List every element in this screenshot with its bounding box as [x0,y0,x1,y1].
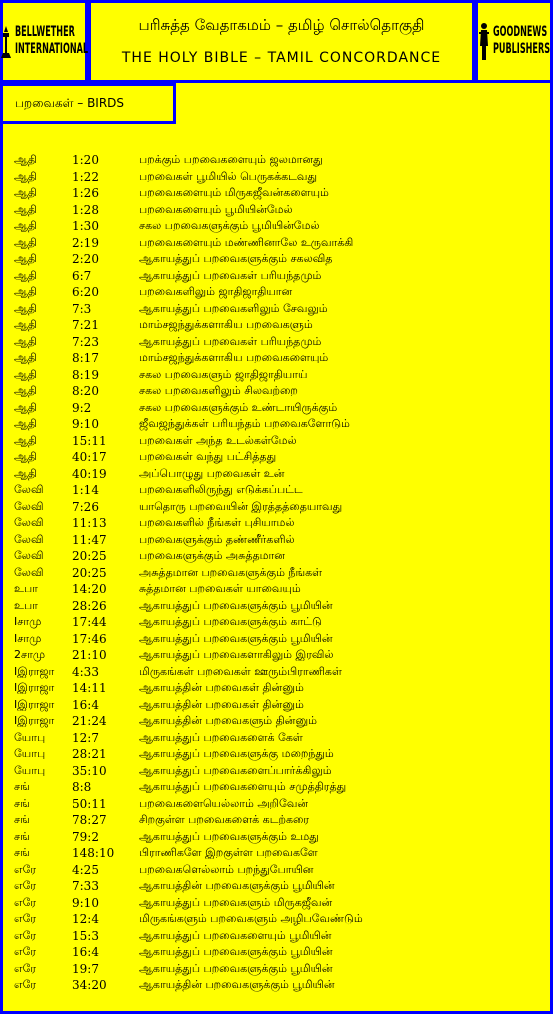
book-name: ஆதி [14,202,37,216]
concordance-row [14,383,544,400]
concordance-row [14,218,544,235]
book-name: லேவி [14,516,44,529]
verse-reference: 148:10 [72,846,115,860]
verse-reference: 21:24 [72,714,107,728]
title-banner [88,0,475,83]
verse-reference: 78:27 [72,813,107,827]
book-name: ஆதி [14,334,37,348]
concordance-row [14,845,544,862]
section-heading-box [0,83,176,124]
verse-snippet: பறவைகளில் நீங்கள் புசியாமல் [139,516,295,529]
verse-reference: 17:46 [72,631,107,646]
verse-reference: 8:19 [72,367,99,382]
book-name: எரே [14,895,37,909]
verse-snippet: ஆகாயத்துப் பறவைகளைப்பார்க்கிலும் [139,763,332,777]
book-name: ஆதி [14,235,37,249]
concordance-row [14,317,544,334]
book-name: உபா [14,582,38,595]
book-name: யோபு [14,730,46,744]
book-name: ஆதி [14,318,37,331]
book-name: யோபு [14,747,46,760]
book-name: எரே [14,879,37,892]
verse-snippet: ஆகாயத்துப் பறவைகளுக்கும் பூமியின் [139,598,333,612]
verse-reference: 15:3 [72,928,99,943]
concordance-row [14,680,544,697]
book-name: Iஇராஜா [14,714,55,727]
verse-snippet: ஆகாயத்துப் பறவைகளையும் சமுத்திரத்து [139,780,347,793]
book-name: லேவி [14,532,44,546]
verse-snippet: பறவைகளுக்கும் அசுத்தமான [139,549,285,562]
verse-snippet: ஆகாயத்தின் பறவைகள் தின்னும் [139,697,304,711]
book-name: லேவி [14,565,44,579]
book-name: ஆதி [14,186,37,199]
book-name: எரே [14,945,37,958]
verse-snippet: சுத்தமான பறவைகள் யாவையும் [139,582,301,595]
verse-snippet: அசுத்தமான பறவைகளுக்கும் நீங்கள் [139,565,323,579]
concordance-row [14,713,544,730]
concordance-row [14,235,544,252]
verse-snippet: ஆகாயத்துப் பறவைகளாகிலும் இரவில் [139,648,334,661]
book-name: உபா [14,598,38,612]
verse-snippet: பிராணிகளே இறகுள்ள பறவைகளே [139,846,318,859]
concordance-row [14,812,544,829]
verse-snippet: பறவைகளையும் பூமியின்மேல் [139,202,293,216]
concordance-row [14,928,544,945]
concordance-row [14,466,544,483]
book-name: Iசாமு [14,615,42,628]
title-english: THE HOLY BIBLE – TAMIL CONCORDANCE [121,50,442,66]
verse-reference: 1:28 [72,202,99,217]
verse-snippet: பறவைகளையும் மிருகஜீவன்களையும் [139,186,329,199]
verse-snippet: சகல பறவைகளுக்கும் பூமியின்மேல் [139,219,320,232]
book-name: யோபு [14,763,46,777]
book-name: ஆதி [14,301,37,315]
verse-reference: 40:17 [72,450,107,464]
verse-snippet: சிறகுள்ள பறவைகளைக் கடற்கரை [139,813,310,826]
concordance-row [14,251,544,268]
verse-snippet: பறவைகளையெல்லாம் அறிவேன் [139,796,309,810]
concordance-row [14,433,544,450]
verse-reference: 15:11 [72,433,107,448]
verse-snippet: ஆகாயத்துப் பறவைகளுக்கும் பூமியின் [139,961,333,975]
verse-snippet: ஆகாயத்துப் பறவைகளைக் கேள் [139,730,303,744]
verse-reference: 7:33 [72,879,99,893]
concordance-row [14,350,544,367]
verse-reference: 7:3 [72,301,92,316]
book-name: சங் [14,829,30,843]
verse-reference: 8:17 [72,351,99,365]
book-name: லேவி [14,499,44,513]
concordance-row [14,185,544,202]
verse-reference: 11:13 [72,516,107,530]
concordance-row [14,895,544,912]
title-tamil: பரிசுத்த வேதாகமம் – தமிழ் சொல்தொகுதி [138,16,425,34]
verse-reference: 40:19 [72,466,107,481]
verse-snippet: அப்பொழுது பறவைகள் உன் [139,466,285,480]
concordance-row [14,961,544,978]
concordance-row [14,169,544,186]
concordance-row [14,878,544,895]
verse-reference: 20:25 [72,565,107,580]
book-name: 2சாமு [14,648,46,661]
concordance-row [14,746,544,763]
concordance-row [14,532,544,549]
verse-snippet: ஆகாயத்தின் பறவைகள் தின்னும் [139,681,304,694]
verse-reference: 1:14 [72,483,99,497]
book-name: எரே [14,928,37,942]
book-name: எரே [14,912,37,925]
book-name: சங் [14,796,30,810]
verse-snippet: மிருகங்கள் பறவைகள் ஊரும்பிராணிகள் [139,664,342,678]
concordance-row [14,367,544,384]
book-name: ஆதி [14,466,37,480]
verse-snippet: ஆகாயத்துப் பறவைகளையும் பூமியின் [139,928,332,942]
verse-snippet: மாம்சஜந்துக்களாகிய பறவைகளையும் [139,351,329,364]
goodnews-logo-text [493,25,550,59]
book-name: எரே [14,862,37,876]
verse-reference: 2:19 [72,235,99,250]
bellwether-logo-text [15,25,88,59]
section-title: பறவைகள் – BIRDS [15,96,125,110]
book-name: சங் [14,846,30,859]
verse-snippet: பறவைகளெல்லாம் பறந்துபோயின [139,862,314,876]
verse-snippet: ஆகாயத்துப் பறவைகளுக்கும் பூமியின் [139,945,333,958]
verse-reference: 20:25 [72,549,107,563]
lamp-icon [0,24,12,60]
verse-snippet: பறவைகளையும் மண்ணினாலே உருவாக்கி [139,235,354,249]
concordance-row [14,548,544,565]
verse-snippet: பறவைகளுக்கும் தண்ணீர்களில் [139,532,295,546]
concordance-row [14,515,544,532]
figure-icon [478,22,490,62]
verse-snippet: பறவைகள் பூமியில் பெருகக்கடவது [139,169,317,183]
verse-snippet: பறக்கும் பறவைகளையும் ஜலமானது [139,153,323,166]
verse-reference: 16:4 [72,945,99,959]
book-name: ஆதி [14,367,37,381]
verse-snippet: ஆகாயத்துப் பறவைகளுக்கும் பூமியின் [139,631,333,645]
verse-reference: 8:8 [72,780,92,794]
book-name: ஆதி [14,351,37,364]
verse-snippet: ஆகாயத்தின் பறவைகளுக்கும் பூமியின் [139,879,335,892]
verse-reference: 1:30 [72,219,99,233]
book-name: ஆதி [14,384,37,397]
verse-snippet: ஆகாயத்துப் பறவைகளும் மிருகஜீவன் [139,895,333,909]
verse-reference: 4:25 [72,862,99,877]
concordance-row [14,565,544,582]
verse-reference: 1:20 [72,153,99,167]
concordance-row [14,779,544,796]
verse-reference: 21:10 [72,648,107,662]
verse-reference: 7:26 [72,499,99,514]
verse-reference: 2:20 [72,252,99,266]
verse-snippet: ஜீவஜந்துக்கள் பரியந்தம் பறவைகளோடும் [139,417,350,430]
book-name: ஆதி [14,450,37,463]
book-name: Iஇராஜா [14,697,55,711]
book-name: ஆதி [14,400,37,414]
verse-snippet: சகல பறவைகளுக்கும் உண்டாயிருக்கும் [139,400,338,414]
concordance-row [14,796,544,813]
verse-reference: 8:20 [72,384,99,398]
verse-reference: 12:4 [72,912,99,926]
book-name: ஆதி [14,268,37,282]
concordance-row [14,697,544,714]
book-name: எரே [14,978,37,991]
book-name: ஆதி [14,417,37,430]
verse-snippet: பறவைகளிலிருந்து எடுக்கப்பட்ட [139,483,303,496]
concordance-row [14,416,544,433]
verse-reference: 28:26 [72,598,107,613]
verse-reference: 9:10 [72,895,99,910]
verse-snippet: சகல பறவைகளிலும் சிலவற்றை [139,384,298,397]
verse-snippet: ஆகாயத்தின் பறவைகளும் தின்னும் [139,714,317,727]
concordance-row [14,944,544,961]
logo-line1: BELLWETHER [14,24,75,41]
verse-reference: 6:20 [72,285,99,299]
book-name: Iஇராஜா [14,681,55,694]
concordance-row [14,268,544,285]
concordance-row [14,400,544,417]
book-name: Iசாமு [14,631,42,645]
concordance-row [14,647,544,664]
concordance-row [14,664,544,681]
verse-reference: 14:20 [72,582,107,596]
concordance-row [14,482,544,499]
bellwether-logo [0,0,88,83]
verse-reference: 14:11 [72,681,107,695]
concordance-list [14,152,544,994]
verse-reference: 35:10 [72,763,107,778]
concordance-row [14,152,544,169]
concordance-row [14,614,544,631]
concordance-row [14,730,544,747]
verse-reference: 19:7 [72,961,99,976]
verse-snippet: ஆகாயத்துப் பறவைகளுக்கும் காட்டு [139,615,322,628]
verse-snippet: ஆகாயத்துப் பறவைகள் பரியந்தமும் [139,334,322,348]
logo-line2: PUBLISHERS [492,41,551,58]
verse-reference: 11:47 [72,532,107,547]
book-name: ஆதி [14,433,37,447]
book-name: லேவி [14,483,44,496]
verse-reference: 16:4 [72,697,99,712]
logo-line2: INTERNATIONAL [14,41,89,58]
verse-snippet: மிருகங்களும் பறவைகளும் அழிபவேண்டும் [139,912,363,925]
book-name: ஆதி [14,252,37,265]
concordance-row [14,581,544,598]
concordance-row [14,598,544,615]
verse-reference: 34:20 [72,978,107,992]
concordance-row [14,202,544,219]
verse-snippet: ஆகாயத்துப் பறவைகளுக்கும் உமது [139,829,319,843]
concordance-row [14,911,544,928]
verse-snippet: பறவைகள் அந்த உடல்கள்மேல் [139,433,297,447]
book-name: சங் [14,780,30,793]
book-name: ஆதி [14,169,37,183]
goodnews-logo [475,0,553,83]
book-name: ஆதி [14,153,37,166]
concordance-row [14,977,544,994]
concordance-row [14,284,544,301]
concordance-row [14,631,544,648]
book-name: லேவி [14,549,44,562]
book-name: Iஇராஜா [14,664,55,678]
concordance-row [14,334,544,351]
verse-snippet: ஆகாயத்துப் பறவைகள் பரியந்தமும் [139,268,322,282]
verse-snippet: ஆகாயத்துப் பறவைகளுக்கு மறைந்தும் [139,747,334,760]
book-name: எரே [14,961,37,975]
verse-snippet: ஆகாயத்துப் பறவைகளுக்கும் சகலவித [139,252,333,265]
verse-reference: 1:22 [72,169,99,184]
verse-reference: 9:2 [72,400,92,415]
verse-reference: 28:21 [72,747,107,761]
concordance-row [14,763,544,780]
verse-reference: 4:33 [72,664,99,679]
verse-reference: 7:21 [72,318,99,332]
verse-reference: 7:23 [72,334,99,349]
concordance-row [14,449,544,466]
book-name: ஆதி [14,285,37,298]
verse-snippet: மாம்சஜந்துக்களாகிய பறவைகளும் [139,318,313,331]
concordance-row [14,862,544,879]
verse-reference: 9:10 [72,417,99,431]
verse-reference: 50:11 [72,796,107,811]
verse-reference: 1:26 [72,186,99,200]
verse-snippet: பறவைகள் வந்து பட்சித்தது [139,450,277,463]
verse-reference: 12:7 [72,730,99,745]
verse-snippet: பறவைகளிலும் ஜாதிஜாதியான [139,285,293,298]
book-name: சங் [14,813,30,826]
verse-reference: 6:7 [72,268,92,283]
verse-reference: 79:2 [72,829,99,844]
book-name: ஆதி [14,219,37,232]
concordance-row [14,499,544,516]
verse-snippet: ஆகாயத்தின் பறவைகளுக்கும் பூமியின் [139,978,335,991]
verse-snippet: சகல பறவைகளும் ஜாதிஜாதியாய் [139,367,308,381]
verse-reference: 17:44 [72,615,107,629]
verse-snippet: யாதொரு பறவையின் இரத்தத்தையாவது [139,499,343,513]
concordance-row [14,301,544,318]
verse-snippet: ஆகாயத்துப் பறவைகளிலும் சேவலும் [139,301,328,315]
logo-line1: GOODNEWS [492,24,548,41]
concordance-row [14,829,544,846]
